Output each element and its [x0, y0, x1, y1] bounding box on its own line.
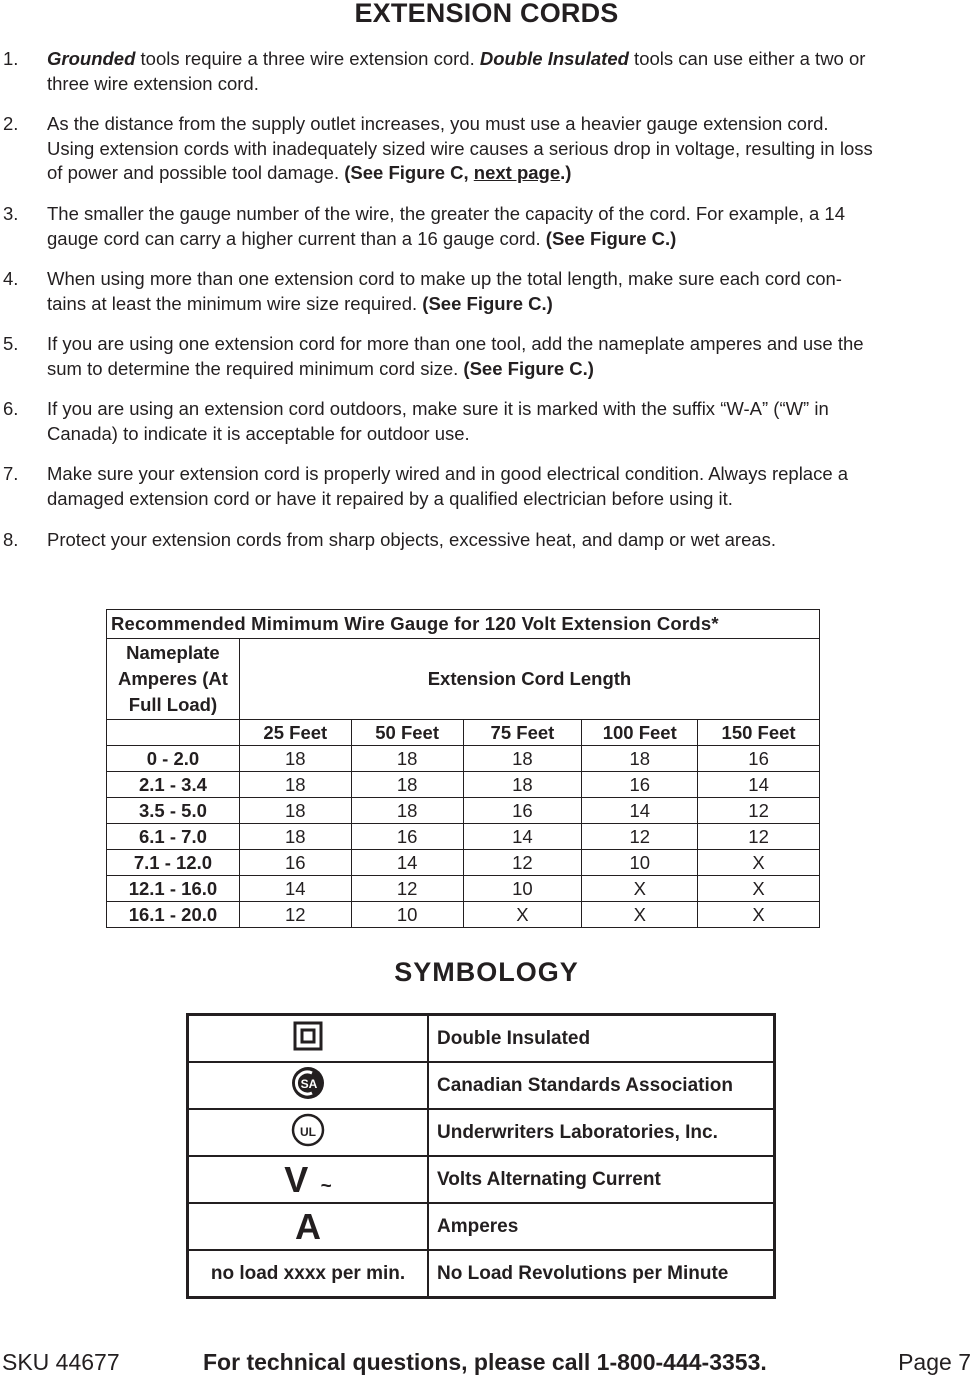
symbol-description: Volts Alternating Current: [428, 1156, 775, 1203]
gauge-cell: X: [463, 902, 582, 928]
symbol-description: No Load Revolutions per Minute: [428, 1250, 775, 1298]
nameplate-header-line: Nameplate: [126, 642, 220, 663]
item-text: Make sure your extension cord is properly wired and in good electrical condition. Always replace a: [47, 463, 849, 484]
item-number: 6.: [3, 398, 19, 419]
item-number: 4.: [3, 268, 19, 289]
nameplate-header-line: Amperes (At: [117, 668, 228, 689]
page-number: Page 7: [898, 1349, 971, 1375]
column-header: 75 Feet: [463, 720, 582, 746]
gauge-cell: 12: [351, 876, 463, 902]
empty-header-cell: [107, 720, 240, 746]
gauge-cell: X: [698, 876, 820, 902]
gauge-cell: 18: [463, 746, 582, 772]
gauge-cell: 18: [582, 746, 698, 772]
item-number: 8.: [3, 529, 19, 550]
gauge-cell: 18: [239, 772, 351, 798]
no-load-symbol: no load xxxx per min.: [210, 1262, 406, 1284]
figure-reference: (See Figure C.): [463, 357, 594, 379]
grounded-term: Grounded: [47, 48, 136, 69]
page-title: EXTENSION CORDS: [354, 0, 619, 28]
gauge-cell: 18: [463, 772, 582, 798]
ul-logo-icon: [290, 1112, 326, 1148]
column-header: 25 Feet: [239, 720, 351, 746]
gauge-cell: 12: [239, 902, 351, 928]
item-text: Canada) to indicate it is acceptable for outdoor use.: [47, 422, 470, 444]
table-row: [107, 772, 820, 798]
gauge-cell: X: [582, 876, 698, 902]
gauge-cell: 10: [582, 850, 698, 876]
item-text: of power and possible tool damage.: [47, 162, 345, 183]
gauge-cell: X: [582, 902, 698, 928]
amperes-icon: A: [295, 1205, 321, 1247]
figure-reference: (See Figure C.): [545, 227, 677, 249]
item-text: sum to determine the required minimum cord size.: [47, 357, 464, 379]
gauge-cell: 18: [239, 824, 351, 850]
double-insulated-term: Double Insulated: [479, 48, 629, 69]
gauge-cell: 12: [463, 850, 582, 876]
table-row: [107, 850, 820, 876]
column-header: 100 Feet: [582, 720, 698, 746]
item-text: If you are using one extension cord for more than one tool, add the nameplate amperes and use the: [47, 333, 864, 354]
nameplate-header-line: Full Load): [128, 694, 218, 715]
item-text: gauge cord can carry a higher current than a 16 gauge cord.: [47, 227, 546, 249]
tech-support-line: For technical questions, please call 1-800-444-3353.: [203, 1349, 767, 1375]
gauge-cell: 12: [582, 824, 698, 850]
table-row: [188, 1203, 775, 1250]
table-row: [188, 1062, 775, 1109]
item-text: tools can use either a two or: [628, 48, 866, 69]
wire-gauge-table: [106, 609, 820, 928]
item-text: If you are using an extension cord outdoors, make sure it is marked with the suffix “W-A” (“W” in: [47, 398, 829, 419]
amps-cell: 16.1 - 20.0: [107, 902, 240, 928]
next-page-link[interactable]: next page: [473, 162, 561, 183]
table-row: [188, 1156, 775, 1203]
table-row: [107, 876, 820, 902]
item-text: Protect your extension cords from sharp objects, excessive heat, and damp or wet areas.: [47, 529, 777, 550]
sku-number: SKU 44677: [2, 1349, 120, 1375]
length-header: Extension Cord Length: [239, 639, 819, 720]
gauge-cell: X: [698, 902, 820, 928]
table-row: [188, 1109, 775, 1156]
symbol-cell: [188, 1015, 429, 1063]
gauge-cell: 18: [239, 798, 351, 824]
gauge-cell: 14: [698, 772, 820, 798]
gauge-cell: 10: [463, 876, 582, 902]
item-number: 7.: [3, 463, 19, 484]
symbol-cell: [188, 1109, 429, 1156]
csa-logo-icon: [290, 1065, 326, 1101]
item-text: When using more than one extension cord to make up the total length, make sure each cord con-: [47, 268, 842, 289]
table-row: [107, 798, 820, 824]
symbol-cell: [188, 1203, 429, 1250]
symbol-cell: [188, 1156, 429, 1203]
figure-reference: (See Figure C,: [344, 162, 474, 183]
symbol-description: Double Insulated: [428, 1015, 775, 1063]
symbol-description: Amperes: [428, 1203, 775, 1250]
table-row: [107, 902, 820, 928]
gauge-cell: 16: [582, 772, 698, 798]
column-header: 50 Feet: [351, 720, 463, 746]
amps-cell: 3.5 - 5.0: [107, 798, 240, 824]
gauge-cell: X: [698, 850, 820, 876]
figure-reference: .): [560, 162, 572, 183]
item-text: As the distance from the supply outlet increases, you must use a heavier gauge extension cord.: [47, 113, 829, 134]
amps-cell: 12.1 - 16.0: [107, 876, 240, 902]
gauge-cell: 14: [463, 824, 582, 850]
gauge-cell: 16: [351, 824, 463, 850]
gauge-cell: 14: [582, 798, 698, 824]
gauge-cell: 10: [351, 902, 463, 928]
item-text: three wire extension cord.: [47, 72, 259, 94]
symbology-title: SYMBOLOGY: [394, 957, 579, 987]
symbol-description: Underwriters Laboratories, Inc.: [428, 1109, 775, 1156]
figure-reference: (See Figure C.): [422, 292, 553, 314]
amps-cell: 0 - 2.0: [107, 746, 240, 772]
table-row: [188, 1015, 775, 1063]
gauge-cell: 14: [239, 876, 351, 902]
symbol-cell: [188, 1250, 429, 1298]
gauge-cell: 12: [698, 824, 820, 850]
ul-letters: UL: [300, 1125, 316, 1139]
item-number: 1.: [3, 48, 19, 69]
gauge-cell: 16: [698, 746, 820, 772]
table-caption: Recommended Mimimum Wire Gauge for 120 Volt Extension Cords*: [107, 610, 820, 639]
symbol-cell: [188, 1062, 429, 1109]
item-number: 5.: [3, 333, 19, 354]
gauge-cell: 18: [239, 746, 351, 772]
item-text: The smaller the gauge number of the wire, the greater the capacity of the cord. For example, a 14: [47, 203, 845, 224]
gauge-cell: 14: [351, 850, 463, 876]
table-row: [107, 746, 820, 772]
gauge-cell: 18: [351, 798, 463, 824]
table-row: [107, 824, 820, 850]
amps-cell: 6.1 - 7.0: [107, 824, 240, 850]
symbol-description: Canadian Standards Association: [428, 1062, 775, 1109]
item-text: Using extension cords with inadequately sized wire causes a serious drop in voltage, resulting in loss: [47, 137, 873, 159]
item-text: damaged extension cord or have it repaired by a qualified electrician before using it.: [47, 487, 733, 509]
amps-cell: 7.1 - 12.0: [107, 850, 240, 876]
csa-letters: SA: [300, 1077, 318, 1091]
double-insulated-square-icon: [293, 1021, 323, 1051]
tilde-icon: ~: [320, 1175, 332, 1197]
gauge-cell: 16: [239, 850, 351, 876]
nameplate-header: [107, 639, 240, 720]
column-header: 150 Feet: [698, 720, 820, 746]
volts-ac-icon: V: [284, 1158, 309, 1200]
gauge-cell: 18: [351, 746, 463, 772]
gauge-cell: 12: [698, 798, 820, 824]
item-text: tools require a three wire extension cord.: [135, 48, 480, 69]
symbology-table: [186, 1013, 776, 1299]
item-number: 2.: [3, 113, 19, 134]
item-number: 3.: [3, 203, 19, 224]
gauge-cell: 18: [351, 772, 463, 798]
item-text: tains at least the minimum wire size required.: [47, 292, 423, 314]
table-row: [188, 1250, 775, 1298]
amps-cell: 2.1 - 3.4: [107, 772, 240, 798]
gauge-cell: 16: [463, 798, 582, 824]
